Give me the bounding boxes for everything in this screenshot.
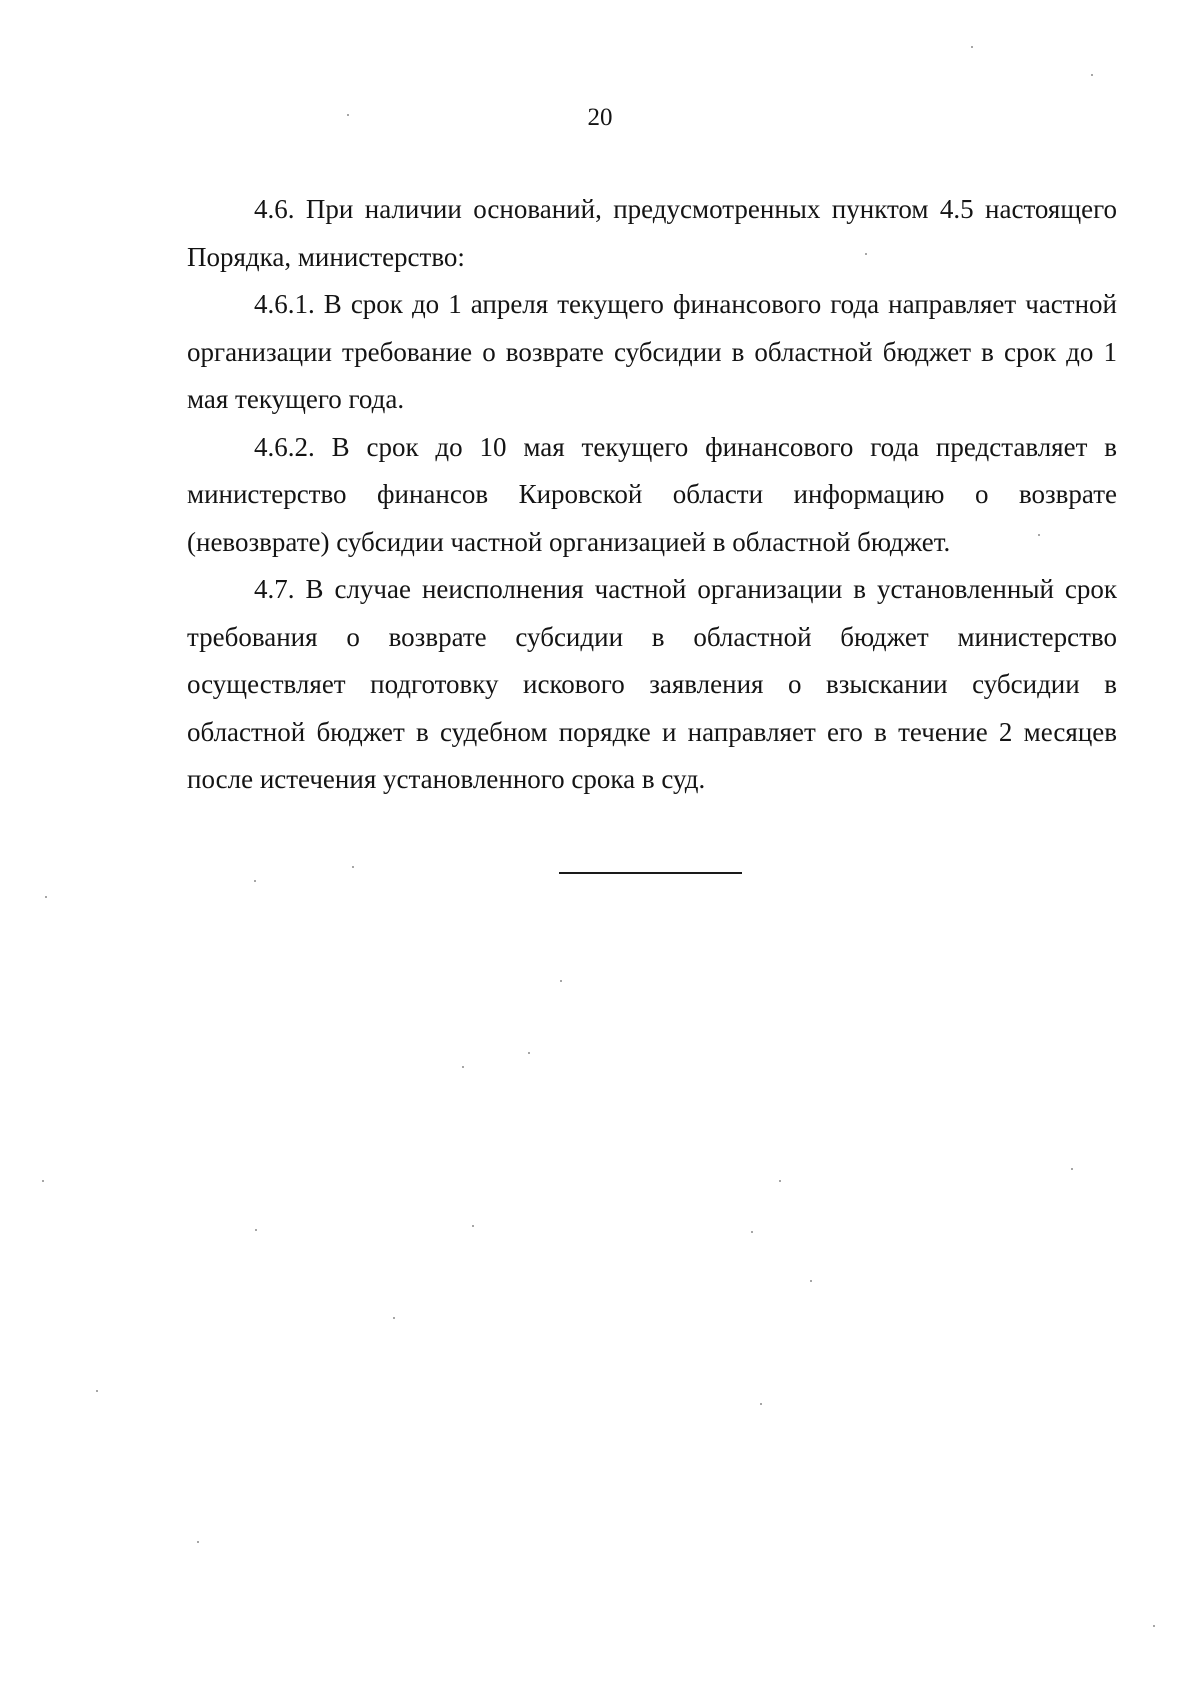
scan-speck [971, 46, 973, 48]
scan-speck [779, 1180, 781, 1182]
scan-speck [197, 1541, 199, 1543]
scan-speck [462, 1066, 464, 1068]
scan-speck [1091, 74, 1093, 76]
scan-speck [528, 1052, 530, 1054]
scan-speck [560, 980, 562, 982]
scan-speck [810, 1280, 812, 1282]
scan-speck [472, 1225, 474, 1227]
scan-speck [751, 1231, 753, 1233]
scan-speck [255, 1229, 257, 1231]
scan-speck [352, 866, 354, 868]
scan-speck [1038, 534, 1040, 536]
page-number: 20 [587, 104, 613, 131]
scan-speck [96, 1390, 98, 1392]
scan-speck [45, 896, 47, 898]
paragraph-4-6-2: 4.6.2. В срок до 10 мая текущего финансового года представляет в министерство финансов Кировской области информацию о возврате (невозврате) субсидии частной организацией в областной бюджет. [187, 431, 1117, 557]
scan-speck [760, 1403, 762, 1405]
paragraph-4-6: 4.6. При наличии оснований, предусмотренных пунктом 4.5 настоящего Порядка, министерство: [187, 194, 1117, 272]
scan-speck [393, 1317, 395, 1319]
scan-speck [254, 880, 256, 882]
scan-speck [1071, 1168, 1073, 1170]
scan-speck [1153, 1625, 1155, 1627]
scan-speck [865, 253, 867, 255]
paragraph-4-7: 4.7. В случае неисполнения частной организации в установленный срок требования о возврате субсидии в областной бюджет министерство осуществляет подготовку искового заявления о взыскании субсидии в областной бюджет в судебном порядке и направляет его в течение 2 месяцев после истечения установленного срока в суд. [187, 574, 1117, 794]
paragraph-4-6-1: 4.6.1. В срок до 1 апреля текущего финансового года направляет частной организации требование о возврате субсидии в областной бюджет в срок до 1 мая текущего года. [187, 289, 1117, 414]
scan-speck [42, 1180, 44, 1182]
document-body [187, 186, 1117, 804]
scan-speck [347, 114, 349, 116]
end-of-text-rule [559, 872, 742, 874]
